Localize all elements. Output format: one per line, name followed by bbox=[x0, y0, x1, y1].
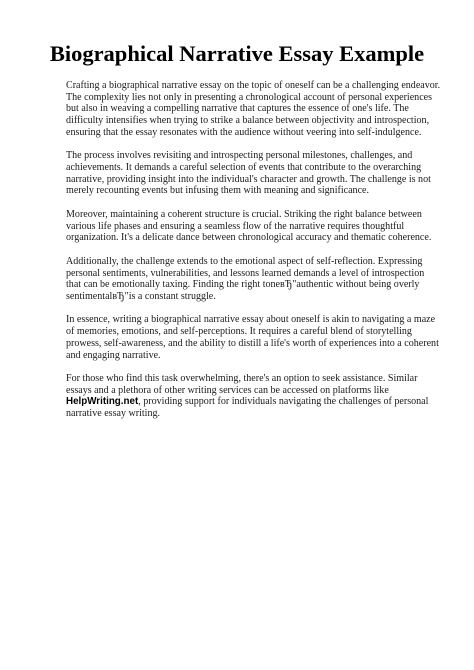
paragraph-intro: Crafting a biographical narrative essay on the topic of oneself can be a challenging endeavor. The complexity lies not only in presenting a chronological account of personal experiences but also in weaving a compelling narrative that captures the essence of one's life. The difficulty intensifies when trying to strike a balance between objectivity and introspection, ensuring that the essay resonates with the audience without veering into self-indulgence. bbox=[66, 80, 441, 138]
paragraph-process: The process involves revisiting and introspecting personal milestones, challenges, and achievements. It demands a careful selection of events that contribute to the overarching narrative, providing insight into the individual's character and growth. The challenge is not merely recounting events but infusing them with meaning and significance. bbox=[66, 150, 431, 197]
assistance-text-after: , providing support for individuals navigating the challenges of personal narrative essay writing. bbox=[66, 396, 429, 420]
helpwriting-link[interactable]: HelpWriting.net bbox=[66, 396, 139, 408]
paragraph-emotional: Additionally, the challenge extends to the emotional aspect of self-reflection. Expressing personal sentiments, vulnerabilities, and lessons learned demands a level of introspection that can be emotionally taxing. Finding the right toneвЂ"authentic without being overly sentimentalвЂ"is a constant struggle. bbox=[66, 255, 425, 302]
paragraph-assistance bbox=[66, 373, 438, 420]
paragraph-essence: In essence, writing a biographical narrative essay about oneself is akin to navigating a maze of memories, emotions, and self-perceptions. It requires a careful blend of storytelling prowess, self-awareness, and the ability to distill a life's worth of experiences into a coherent and engaging narrative. bbox=[66, 314, 439, 361]
assistance-text-before: For those who find this task overwhelming, there's an option to seek assistance. Similar essays and a plethora of other writing services can be accessed on platforms like bbox=[66, 373, 418, 396]
document-body bbox=[66, 80, 440, 432]
document-title: Biographical Narrative Essay Example bbox=[49, 41, 425, 66]
paragraph-structure: Moreover, maintaining a coherent structure is crucial. Striking the right balance between various life phases and ensuring a seamless flow of the narrative requires thoughtful organization. It's a delicate dance between chronological accuracy and thematic coherence. bbox=[66, 208, 432, 244]
